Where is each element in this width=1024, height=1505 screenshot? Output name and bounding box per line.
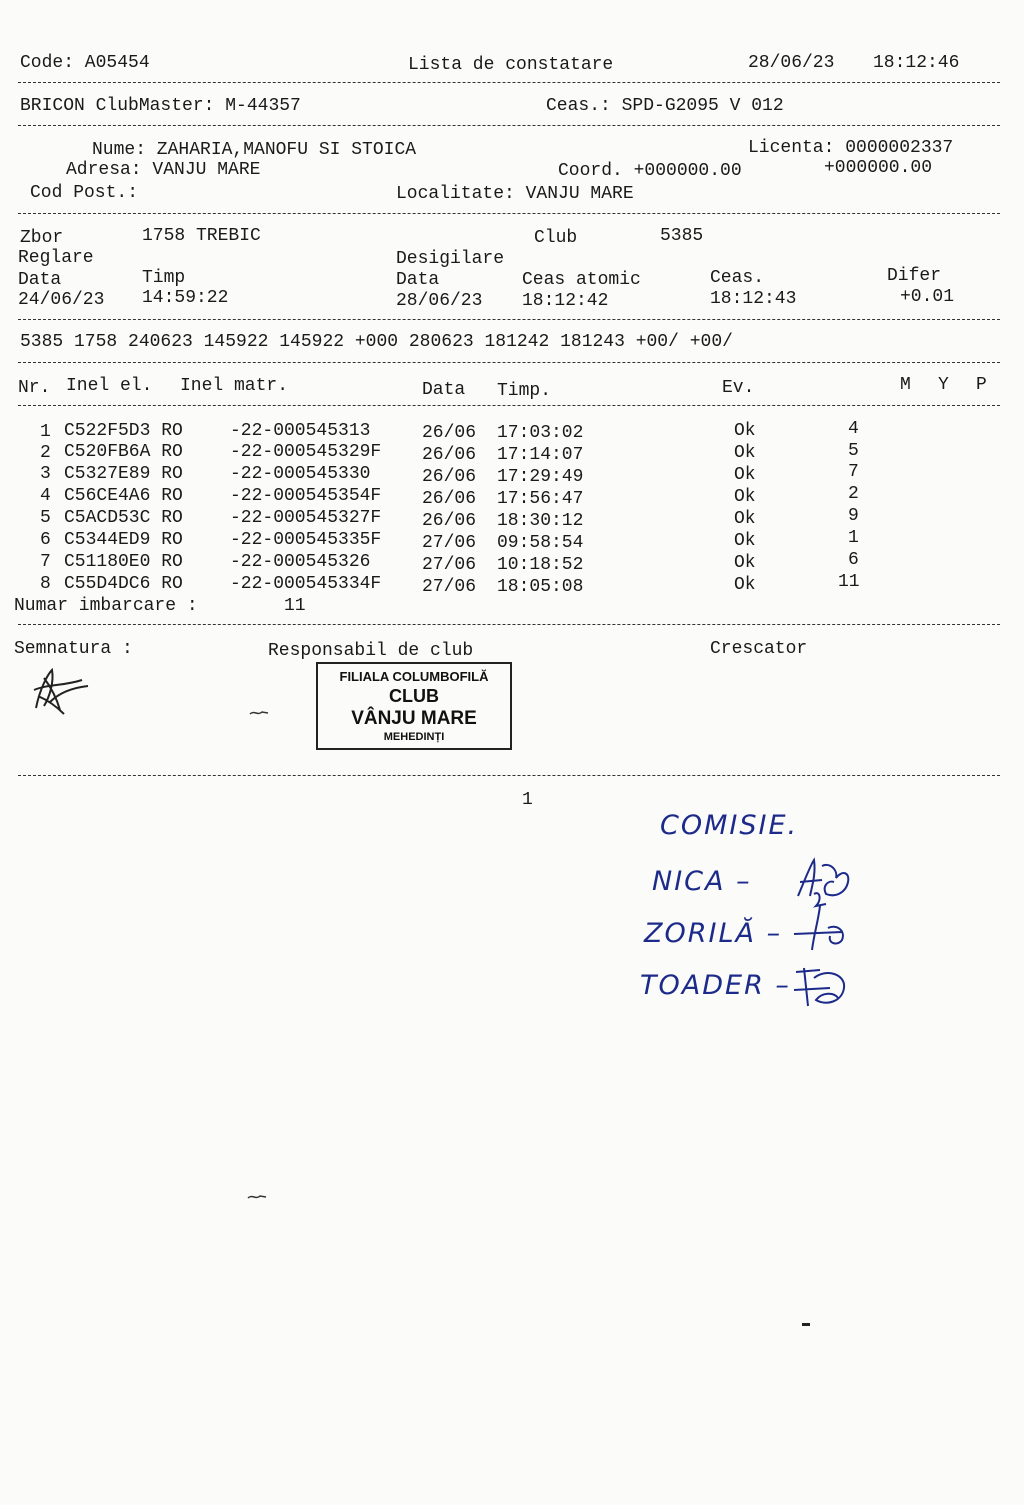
row-ev: Ok [734,487,756,507]
row-timp: 18:30:12 [497,511,584,531]
row-inel-el: C56CE4A6 RO [64,486,183,506]
col-nr: Nr. [18,378,51,398]
reglare-time-label: Timp [142,268,186,288]
reglare-label: Reglare [18,248,94,268]
col-ev: Ev. [722,378,755,398]
divider [18,125,1000,126]
document-code: Code: A05454 [20,53,150,73]
imbarcare-value: 11 [284,596,306,616]
row-inel-el: C5ACD53C RO [64,508,183,528]
signature-zorila [790,888,860,958]
stamp-line2: CLUB [389,686,439,706]
row-inel-el: C520FB6A RO [64,442,183,462]
commission-member-3: TOADER – [640,970,791,1001]
row-ev: Ok [734,443,756,463]
divider [18,319,1000,320]
row-nr: 7 [40,552,51,572]
club-responsible-label: Responsabil de club [268,641,474,661]
row-inel-matr: -22-000545354F [230,486,382,506]
stamp-line4: MEHEDINȚI [383,731,445,743]
row-ev: Ok [734,421,756,441]
col-timp: Timp. [497,381,552,401]
imbarcare-label: Numar imbarcare : [14,596,198,616]
stamp-line3: VÂNJU MARE [351,708,477,729]
print-date: 28/06/23 [748,53,835,73]
row-inel-matr: -22-000545326 [230,552,371,572]
row-inel-matr: -22-000545334F [230,574,382,594]
row-position: 4 [848,419,859,439]
col-inel-matr: Inel matr. [180,376,289,396]
flight-label: Zbor [20,228,64,248]
row-timp: 17:56:47 [497,489,584,509]
commission-title: COMISIE. [660,810,799,841]
desigilare-label: Desigilare [396,249,505,269]
divider [18,82,1000,83]
clock-time: 18:12:43 [710,289,797,309]
row-inel-matr: -22-000545327F [230,508,382,528]
col-m: M [900,375,911,395]
divider [18,775,1000,776]
col-y: Y [938,375,949,395]
license-number: Licenta: 0000002337 [748,138,954,158]
row-nr: 8 [40,574,51,594]
row-ev: Ok [734,553,756,573]
signature-label: Semnatura : [14,639,133,659]
row-ev: Ok [734,465,756,485]
signature-mark [30,666,92,718]
page-number: 1 [522,790,533,810]
reglare-time: 14:59:22 [142,288,229,308]
desig-date-label: Data [396,270,440,290]
row-data: 27/06 [422,555,477,575]
row-inel-el: C51180E0 RO [64,552,183,572]
clock-id: Ceas.: SPD-G2095 V 012 [546,96,784,116]
row-position: 6 [848,550,859,570]
row-ev: Ok [734,531,756,551]
reglare-date: 24/06/23 [18,290,105,310]
row-position: 5 [848,441,859,461]
ink-mark [248,708,270,718]
locality: Localitate: VANJU MARE [396,184,634,204]
row-position: 2 [848,484,859,504]
row-data: 26/06 [422,511,477,531]
row-inel-el: C5344ED9 RO [64,530,183,550]
ink-mark [246,1192,268,1202]
row-nr: 6 [40,530,51,550]
commission-member-2: ZORILĂ – [644,918,783,949]
col-p: P [976,375,987,395]
row-timp: 17:14:07 [497,445,584,465]
stamp-line1: FILIALA COLUMBOFILĂ [339,669,489,684]
row-nr: 1 [40,422,51,442]
row-inel-matr: -22-000545313 [230,421,371,441]
atomic-clock-time: 18:12:42 [522,291,609,311]
row-position: 7 [848,462,859,482]
col-inel-el: Inel el. [66,376,153,396]
reglare-date-label: Data [18,270,62,290]
row-data: 26/06 [422,489,477,509]
row-inel-el: C5327E89 RO [64,464,183,484]
row-data: 26/06 [422,467,477,487]
club-label: Club [534,228,578,248]
row-timp: 09:58:54 [497,533,584,553]
club-stamp [316,662,512,750]
coordinates: Coord. +000000.00 [558,161,742,181]
row-position: 11 [838,572,860,592]
print-time: 18:12:46 [873,53,960,73]
breeder-label: Crescator [710,639,808,659]
row-inel-matr: -22-000545329F [230,442,382,462]
row-nr: 5 [40,508,51,528]
row-position: 1 [848,528,859,548]
row-data: 27/06 [422,577,477,597]
code-line: 5385 1758 240623 145922 145922 +000 280623 181242 181243 +00/ +00/ [20,332,733,352]
divider [18,362,1000,363]
row-ev: Ok [734,575,756,595]
club-value: 5385 [660,226,704,246]
row-data: 26/06 [422,445,477,465]
row-nr: 3 [40,464,51,484]
divider [18,213,1000,214]
signature-toader [790,962,854,1010]
diff-value: +0.01 [900,287,955,307]
row-inel-matr: -22-000545335F [230,530,382,550]
row-inel-matr: -22-000545330 [230,464,371,484]
row-timp: 17:29:49 [497,467,584,487]
divider [18,405,1000,406]
desig-date: 28/06/23 [396,291,483,311]
col-data: Data [422,380,466,400]
row-nr: 2 [40,443,51,463]
diff-label: Difer [887,266,942,286]
divider [18,624,1000,625]
clock-label: Ceas. [710,268,765,288]
row-inel-el: C55D4DC6 RO [64,574,183,594]
row-ev: Ok [734,509,756,529]
owner-name: Nume: ZAHARIA,MANOFU SI STOICA [92,140,417,160]
row-data: 26/06 [422,423,477,443]
document-title: Lista de constatare [408,55,614,75]
row-timp: 10:18:52 [497,555,584,575]
row-nr: 4 [40,486,51,506]
owner-address: Adresa: VANJU MARE [66,160,261,180]
clubmaster-id: BRICON ClubMaster: M-44357 [20,96,301,116]
postal-code: Cod Post.: [30,183,139,203]
commission-member-1: NICA – [652,866,752,897]
row-data: 27/06 [422,533,477,553]
row-timp: 17:03:02 [497,423,584,443]
row-inel-el: C522F5D3 RO [64,421,183,441]
atomic-clock-label: Ceas atomic [522,270,641,290]
row-timp: 18:05:08 [497,577,584,597]
row-position: 9 [848,506,859,526]
flight-value: 1758 TREBIC [142,226,261,246]
coordinates-second: +000000.00 [824,158,933,178]
ink-dot [802,1323,810,1326]
